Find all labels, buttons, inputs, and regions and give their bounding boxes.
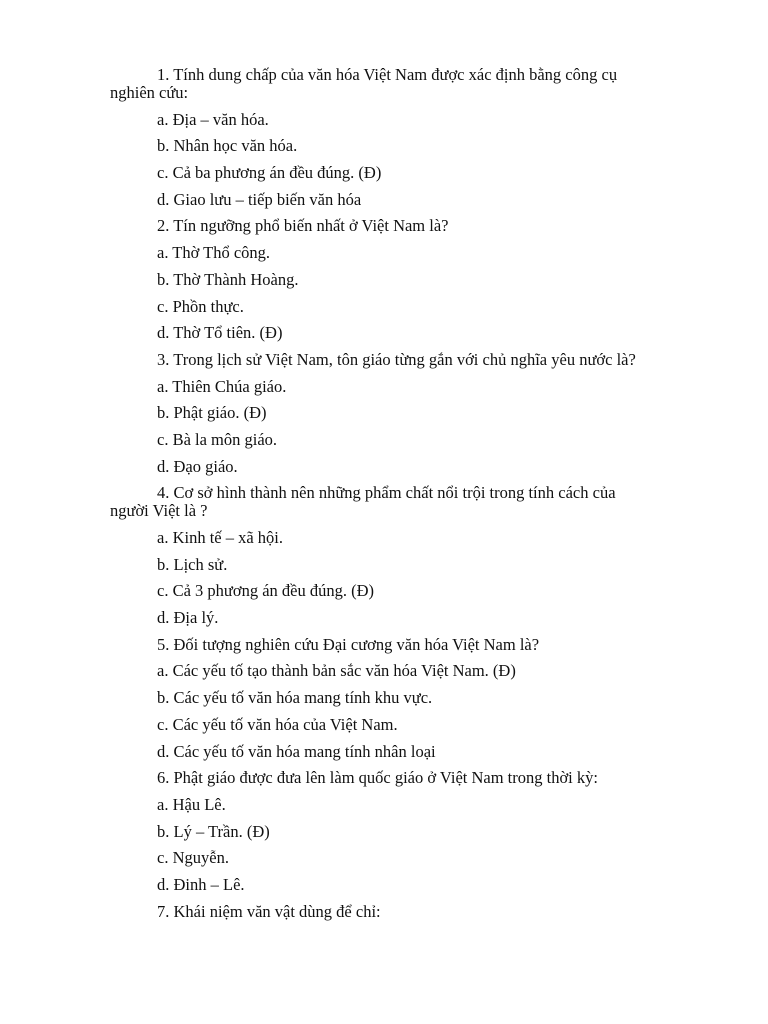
question-3-option-d: d. Đạo giáo. bbox=[157, 456, 238, 476]
question-4-option-c: c. Cả 3 phương án đều đúng. (Đ) bbox=[157, 581, 374, 601]
question-3-option-b: b. Phật giáo. (Đ) bbox=[157, 403, 267, 423]
question-3-stem: 3. Trong lịch sử Việt Nam, tôn giáo từng gắn với chủ nghĩa yêu nước là? bbox=[157, 349, 636, 369]
question-4-option-b: b. Lịch sử. bbox=[157, 554, 228, 574]
question-4-option-a: a. Kinh tế – xã hội. bbox=[157, 528, 284, 547]
question-3-option-c: c. Bà la môn giáo. bbox=[157, 429, 278, 449]
question-4-option-d: d. Địa lý. bbox=[157, 608, 219, 628]
document-body bbox=[110, 66, 670, 929]
question-1-stem-line-1: 1. Tính dung chấp của văn hóa Việt Nam được xác định bằng công cụ bbox=[157, 65, 618, 84]
question-6-option-c: c. Nguyễn. bbox=[157, 848, 229, 868]
question-3-option-a: a. Thiên Chúa giáo. bbox=[157, 376, 287, 396]
question-1-stem bbox=[110, 66, 670, 102]
question-1-option-a: a. Địa – văn hóa. bbox=[157, 109, 269, 129]
question-2-stem: 2. Tín ngưỡng phổ biến nhất ở Việt Nam là? bbox=[157, 216, 449, 236]
question-6-stem: 6. Phật giáo được đưa lên làm quốc giáo ở Việt Nam trong thời kỳ: bbox=[157, 768, 598, 788]
question-5-stem: 5. Đối tượng nghiên cứu Đại cương văn hóa Việt Nam là? bbox=[157, 634, 540, 654]
question-2-option-b: b. Thờ Thành Hoàng. bbox=[157, 269, 299, 289]
question-1-option-b: b. Nhân học văn hóa. bbox=[157, 136, 298, 156]
question-2-option-c: c. Phồn thực. bbox=[157, 296, 244, 316]
question-5-option-a: a. Các yếu tố tạo thành bản sắc văn hóa Việt Nam. (Đ) bbox=[157, 661, 516, 681]
question-5-option-b: b. Các yếu tố văn hóa mang tính khu vực. bbox=[157, 688, 433, 708]
question-6-option-a: a. Hậu Lê. bbox=[157, 794, 226, 814]
question-2-option-d: d. Thờ Tổ tiên. (Đ) bbox=[157, 323, 283, 343]
question-4-stem-line-1: 4. Cơ sở hình thành nên những phẩm chất nổi trội trong tính cách của bbox=[157, 483, 616, 503]
question-7-stem: 7. Khái niệm văn vật dùng để chỉ: bbox=[157, 901, 381, 921]
question-5-option-c: c. Các yếu tố văn hóa của Việt Nam. bbox=[157, 714, 398, 734]
question-1-option-c: c. Cả ba phương án đều đúng. (Đ) bbox=[157, 163, 382, 183]
question-5-option-d: d. Các yếu tố văn hóa mang tính nhân loại bbox=[157, 741, 436, 761]
question-1-option-d: d. Giao lưu – tiếp biến văn hóa bbox=[157, 189, 362, 209]
question-6-option-b: b. Lý – Trần. (Đ) bbox=[157, 821, 270, 841]
question-4-stem bbox=[110, 484, 670, 520]
question-6-option-d: d. Đinh – Lê. bbox=[157, 874, 245, 894]
question-1-stem-line-2: nghiên cứu: bbox=[110, 83, 189, 102]
question-4-stem-line-2: người Việt là ? bbox=[110, 501, 208, 521]
question-2-option-a: a. Thờ Thổ công. bbox=[157, 243, 271, 263]
